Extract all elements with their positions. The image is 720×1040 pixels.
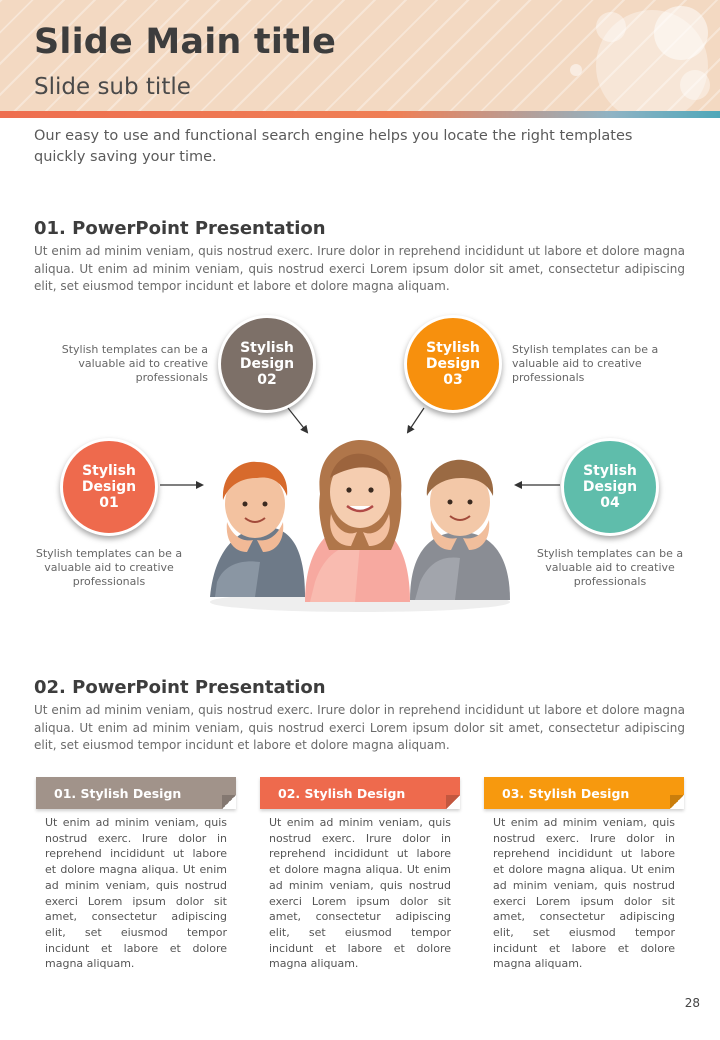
bokeh-circle-decoration [596, 12, 626, 42]
arrow-design-02 [288, 408, 307, 432]
slide-main-title: Slide Main title [34, 22, 337, 62]
arrow-design-03 [408, 408, 424, 432]
card-tab-03: 03. Stylish Design [484, 777, 684, 809]
caption-design-04: Stylish templates can be a valuable aid to creative professionals [536, 547, 684, 588]
circle-label: Stylish Design 01 [81, 463, 137, 511]
circle-design-01 [60, 438, 158, 536]
section-1-title: 01. PowerPoint Presentation [34, 218, 326, 239]
section-2-body: Ut enim ad minim veniam, quis nostrud exerc. Irure dolor in reprehend incididunt ut labore et dolore magna aliqua. Ut enim ad minim veniam, quis nostrud exerci Lorem ipsum dolor sit amet, consectetur adipiscing elit, set eiusmod tempor incidunt et labore et dolore magna aliquam. [34, 703, 685, 752]
card-body-02: Ut enim ad minim veniam, quis nostrud exerc. Irure dolor in reprehend incididunt ut labore et dolore magna aliqua. Ut enim ad minim veniam, quis nostrud exerci Lorem ipsum dolor sit amet, consectetur adipiscing elit, set eiusmod tempor incidunt et labore et dolore magna aliquam. [269, 816, 451, 971]
card-body-03: Ut enim ad minim veniam, quis nostrud exerc. Irure dolor in reprehend incididunt ut labore et dolore magna aliqua. Ut enim ad minim veniam, quis nostrud exerci Lorem ipsum dolor sit amet, consectetur adipiscing elit, set eiusmod tempor incidunt et labore et dolore magna aliquam. [493, 816, 675, 971]
circle-label: Stylish Design 02 [239, 340, 295, 388]
circle-label: Stylish Design 04 [582, 463, 638, 511]
page-number: 28 [684, 996, 700, 1010]
circle-design-04 [561, 438, 659, 536]
circle-label: Stylish Design 03 [425, 340, 481, 388]
bokeh-circle-decoration [570, 64, 582, 76]
card-tab-02: 02. Stylish Design [260, 777, 460, 809]
circle-design-02 [218, 315, 316, 413]
slide-sub-title: Slide sub title [34, 74, 191, 100]
caption-design-03: Stylish templates can be a valuable aid to creative professionals [512, 343, 659, 384]
section-1-body: Ut enim ad minim veniam, quis nostrud exerc. Irure dolor in reprehend incididunt ut labore et dolore magna aliqua. Ut enim ad minim veniam, quis nostrud exerci Lorem ipsum dolor sit amet, consectetur adipiscing elit, set eiusmod tempor incidunt et labore et dolore magna aliquam. [34, 244, 685, 293]
circle-design-03 [404, 315, 502, 413]
bokeh-circle-decoration [680, 70, 710, 100]
slide-header [0, 0, 720, 112]
three-children-photo [205, 432, 515, 612]
card-tab-01: 01. Stylish Design [36, 777, 236, 809]
caption-design-02: Stylish templates can be a valuable aid to creative professionals [61, 343, 208, 384]
card-body-01: Ut enim ad minim veniam, quis nostrud exerc. Irure dolor in reprehend incididunt ut labore et dolore magna aliqua. Ut enim ad minim veniam, quis nostrud exerci Lorem ipsum dolor sit amet, consectetur adipiscing elit, set eiusmod tempor incidunt et labore et dolore magna aliquam. [45, 816, 227, 971]
intro-text: Our easy to use and functional search engine helps you locate the right templates quickly saving your time. [34, 128, 633, 165]
header-color-stripe [0, 111, 720, 118]
caption-design-01: Stylish templates can be a valuable aid to creative professionals [35, 547, 183, 588]
bokeh-circle-decoration [654, 6, 708, 60]
section-2-title: 02. PowerPoint Presentation [34, 677, 326, 698]
